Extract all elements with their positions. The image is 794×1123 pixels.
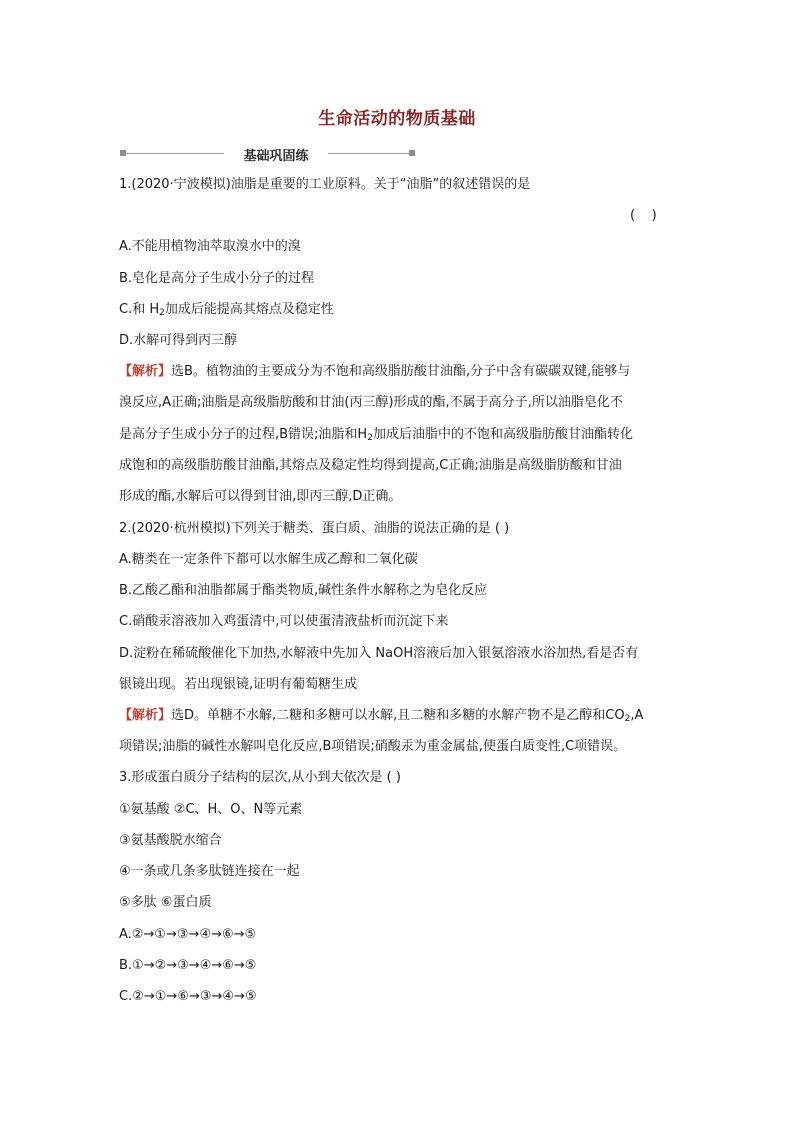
question-1-option-c xyxy=(119,302,334,318)
question-1-explanation-line-5: 形成的酯,水解后可以得到甘油,即丙三醇,D正确。 xyxy=(119,489,402,504)
question-1-option-b: B.皂化是高分子生成小分子的过程 xyxy=(119,271,315,286)
explanation-text-rest: ,A xyxy=(630,708,644,723)
question-3-option-b: B.①→②→③→④→⑥→⑤ xyxy=(119,958,257,973)
question-2-option-b: B.乙酸乙酯和油脂都属于酯类物质,碱性条件水解称之为皂化反应 xyxy=(119,583,488,598)
question-3-item-line-2: ③氨基酸脱水缩合 xyxy=(119,833,222,848)
question-1-option-a: A.不能用植物油萃取溴水中的溴 xyxy=(119,239,301,254)
explanation-text: 选D。单糖不水解,二糖和多糖可以水解,且二糖和多糖的水解产物不是乙醇和CO xyxy=(171,708,625,723)
question-1-answer-blank: ( ) xyxy=(630,208,657,223)
explanation-text-rest: 加成后油脂中的不饱和高级脂肪酸甘油酯转化 xyxy=(372,427,633,442)
section-bar-right-marker xyxy=(409,150,415,156)
question-2-stem: 2.(2020·杭州模拟)下列关于糖类、蛋白质、油脂的说法正确的是 ( ) xyxy=(119,521,510,536)
question-1-option-d: D.水解可得到丙三醇 xyxy=(119,333,238,348)
section-bar-left-line xyxy=(124,153,224,154)
subscript: 2 xyxy=(159,308,165,318)
subscript: 2 xyxy=(367,433,373,443)
question-2-option-a: A.糖类在一定条件下都可以水解生成乙醇和二氧化碳 xyxy=(119,552,418,567)
question-2-option-d-line-1: D.淀粉在稀硫酸催化下加热,水解液中先加入 NaOH溶液后加入银氨溶液水浴加热,看是否有 xyxy=(119,646,639,661)
section-bar-right-line xyxy=(328,153,410,154)
explanation-text: 是高分子生成小分子的过程,B错误;油脂和H xyxy=(119,427,368,442)
explanation-tag: 【解析】 xyxy=(119,708,172,723)
question-1-stem: 1.(2020·宁波模拟)油脂是重要的工业原料。关于“油脂”的叙述错误的是 xyxy=(119,177,531,192)
question-2-explanation-line-2: 项错误;油脂的碱性水解叫皂化反应,B项错误;硝酸汞为重金属盐,使蛋白质变性,C项错误。 xyxy=(119,739,627,754)
question-3-item-line-1: ①氨基酸 ②C、H、O、N等元素 xyxy=(119,802,303,817)
question-3-option-c: C.②→①→⑥→③→④→⑤ xyxy=(119,989,257,1004)
question-3-item-line-3: ④一条或几条多肽链连接在一起 xyxy=(119,864,300,879)
subscript: 2 xyxy=(624,714,631,724)
question-3-stem: 3.形成蛋白质分子结构的层次,从小到大依次是 ( ) xyxy=(119,770,401,785)
question-2-option-d-line-2: 银镜出现。若出现银镜,证明有葡萄糖生成 xyxy=(119,677,358,692)
question-1-explanation-line-1 xyxy=(119,364,630,380)
option-c-text: C.和 H xyxy=(119,302,160,317)
section-header xyxy=(120,145,415,163)
question-3-item-line-4: ⑤多肽 ⑥蛋白质 xyxy=(119,895,212,910)
explanation-tag: 【解析】 xyxy=(119,364,172,379)
page-title: 生命活动的物质基础 xyxy=(318,109,476,129)
question-3-option-a: A.②→①→③→④→⑥→⑤ xyxy=(119,927,257,942)
question-2-option-c: C.硝酸汞溶液加入鸡蛋清中,可以使蛋清液盐析而沉淀下来 xyxy=(119,614,449,629)
section-title: 基础巩固练 xyxy=(243,149,309,164)
question-1-explanation-line-4: 成饱和的高级脂肪酸甘油酯,其熔点及稳定性均得到提高,C正确;油脂是高级脂肪酸和甘油 xyxy=(119,458,622,473)
question-1-explanation-line-2: 溴反应,A正确;油脂是高级脂肪酸和甘油(丙三醇)形成的酯,不属于高分子,所以油脂皂化不 xyxy=(119,395,623,410)
question-2-explanation-line-1 xyxy=(119,708,643,724)
option-c-text-rest: 加成后能提高其熔点及稳定性 xyxy=(164,302,334,317)
question-1-explanation-line-3 xyxy=(119,427,633,443)
explanation-text: 选B。植物油的主要成分为不饱和高级脂肪酸甘油酯,分子中含有碳碳双键,能够与 xyxy=(171,364,631,379)
